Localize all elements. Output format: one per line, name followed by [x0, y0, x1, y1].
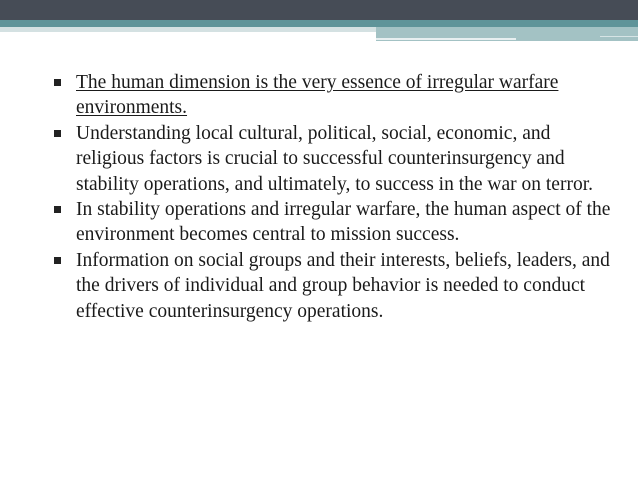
- square-bullet-icon: [54, 206, 61, 213]
- square-bullet-icon: [54, 79, 61, 86]
- bullet-text: Understanding local cultural, political, social, economic, and religious factors is crucial to successful counterinsurgency and stability operations, and ultimately, to success in the war on terror.: [76, 122, 593, 195]
- header-band-teal: [0, 20, 638, 27]
- bullet-item: [52, 121, 622, 197]
- header-band-dark: [0, 0, 638, 20]
- bullet-text: Information on social groups and their interests, beliefs, leaders, and the drivers of individual and group behavior is needed to conduct effective counterinsurgency operations.: [76, 249, 610, 322]
- bullet-text: The human dimension is the very essence of irregular warfare environments.: [76, 72, 559, 119]
- bullet-list: [52, 70, 622, 324]
- bullet-item: [52, 70, 622, 121]
- bullet-item: [52, 248, 622, 324]
- header-accent-line: [376, 38, 516, 40]
- bullet-text: In stability operations and irregular warfare, the human aspect of the environment becomes central to mission success.: [76, 199, 611, 246]
- square-bullet-icon: [54, 130, 61, 137]
- header-accent-line-right: [600, 36, 638, 37]
- bullet-item: [52, 197, 622, 248]
- square-bullet-icon: [54, 257, 61, 264]
- slide-body: [52, 70, 622, 324]
